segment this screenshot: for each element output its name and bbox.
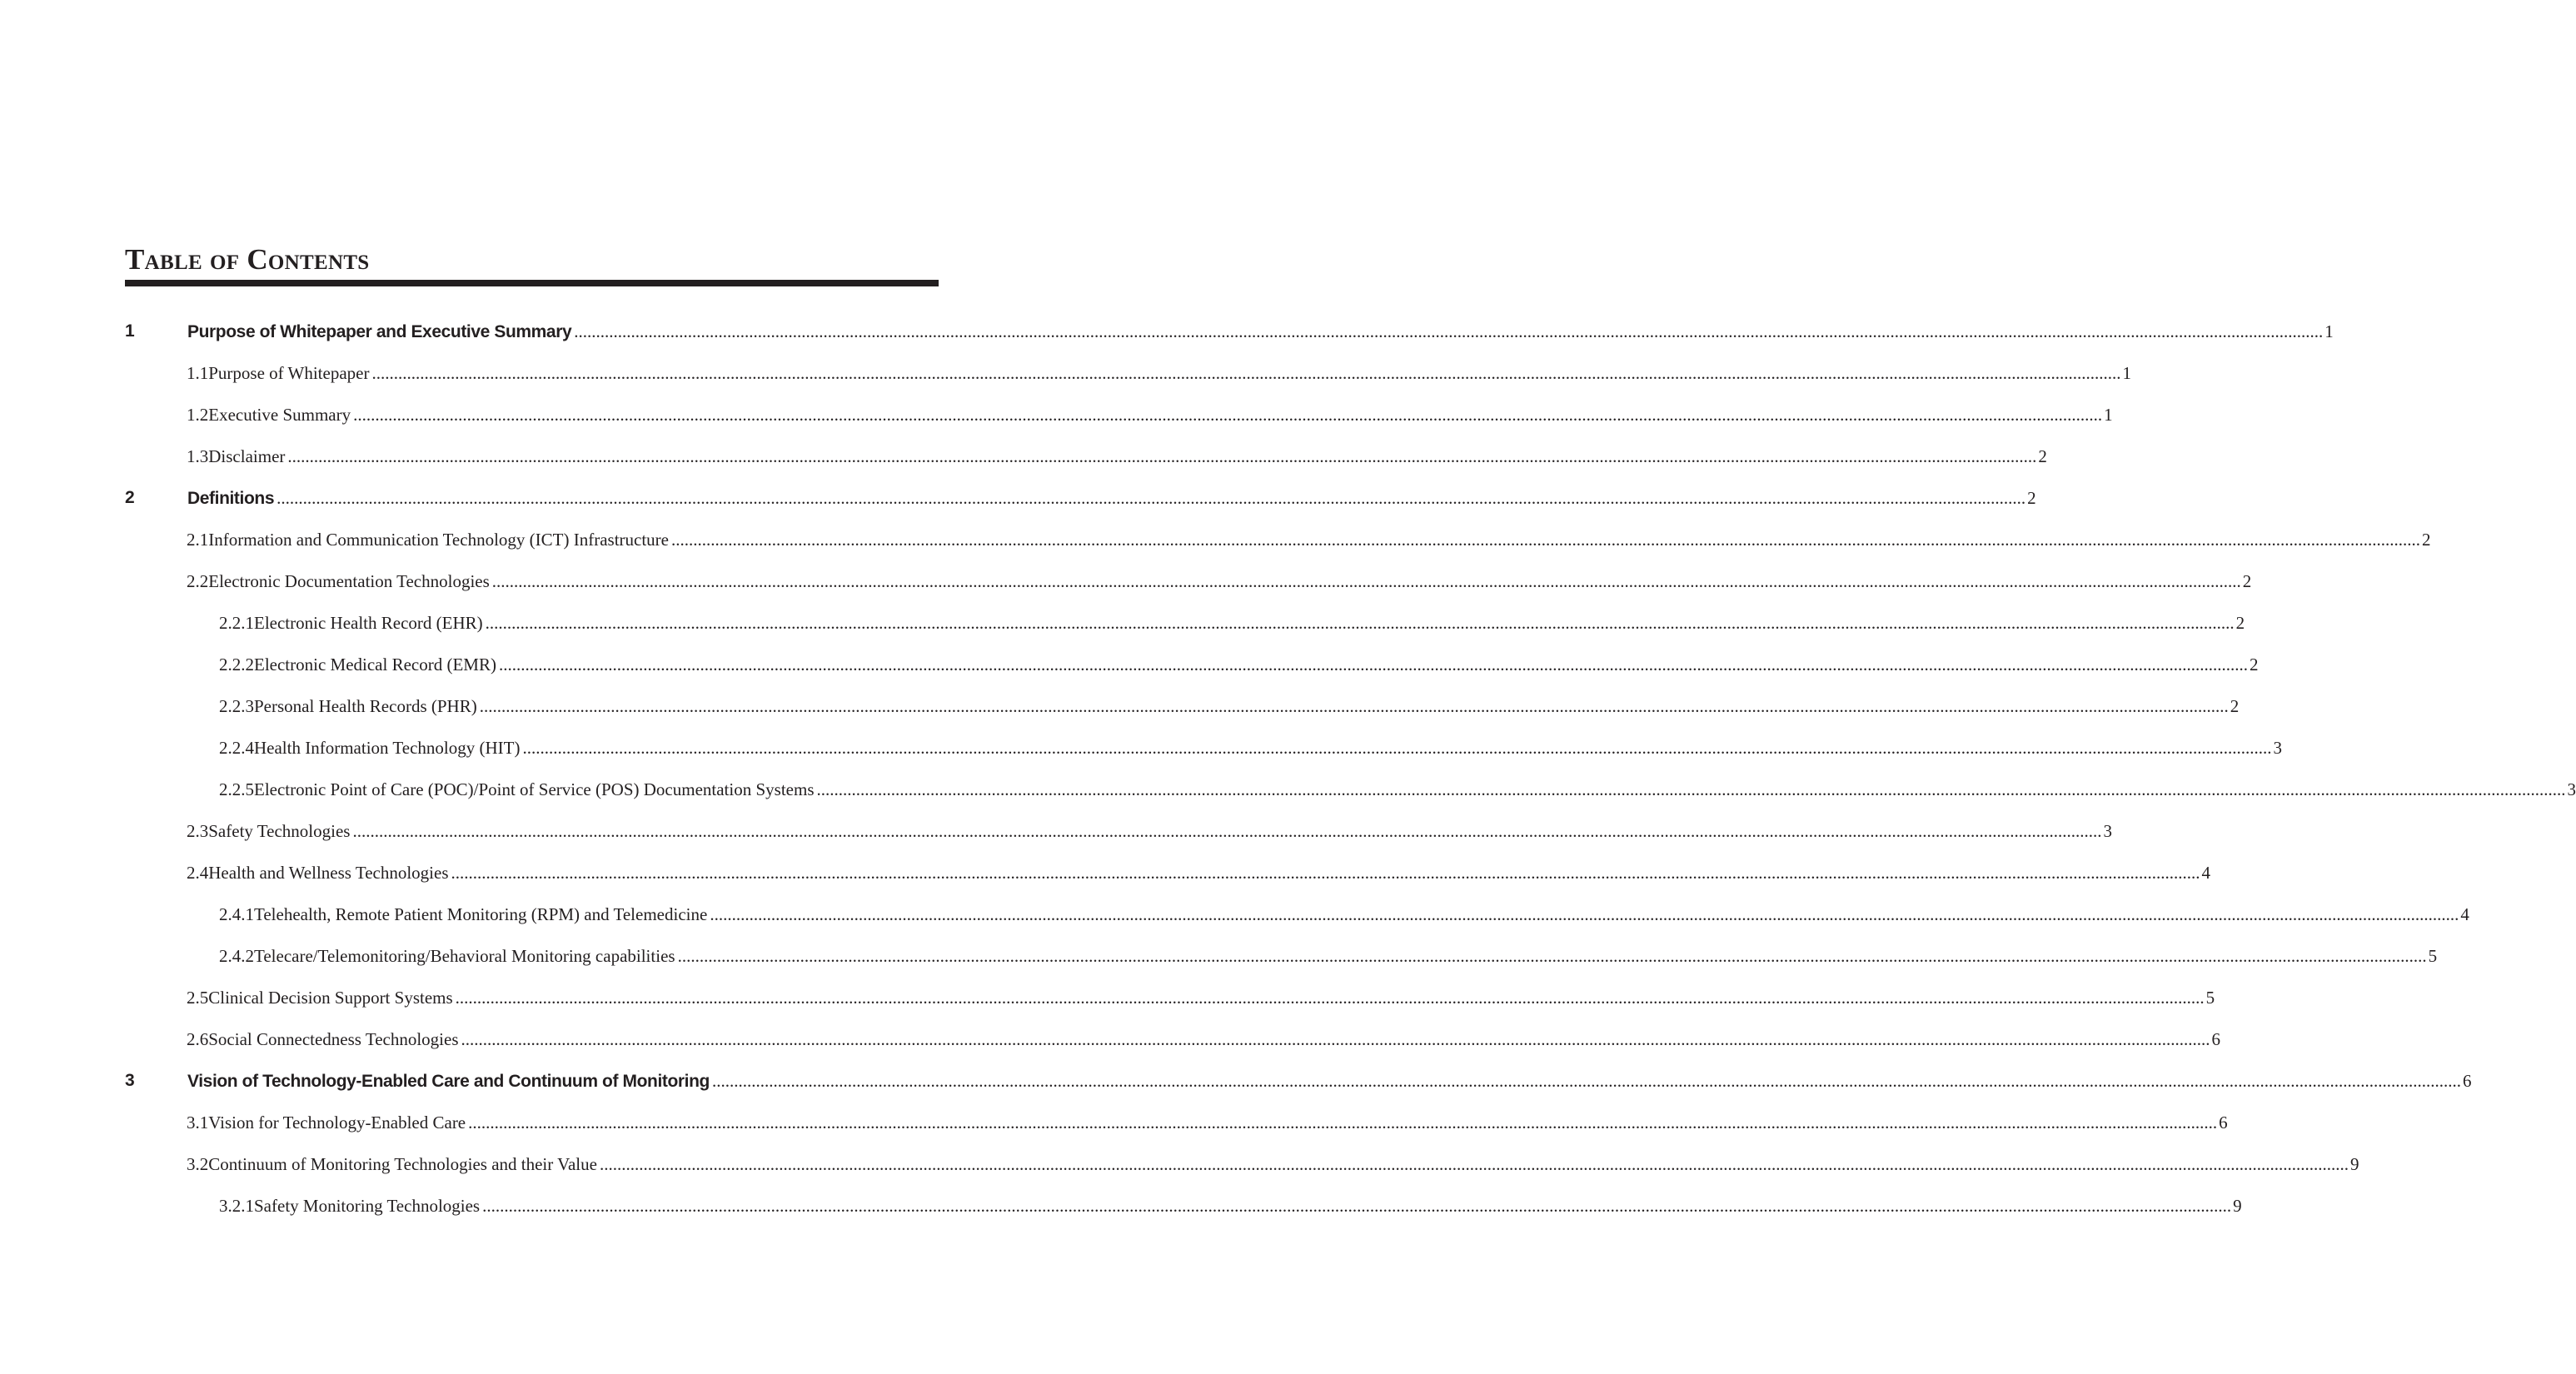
toc-entry-page-number: 6 [2211, 1029, 2220, 1049]
dot-leader: ................................................................................................................................................................................................................................................................................................................................................................................................................ [353, 405, 2103, 425]
page-title: Table of Contents [125, 243, 370, 276]
toc-entry-label: Executive Summary [208, 405, 351, 425]
dot-leader: ................................................................................................................................................................................................................................................................................................................................................................................................................ [482, 1196, 2232, 1216]
toc-entry-label: Definitions [187, 489, 275, 508]
dot-leader: ................................................................................................................................................................................................................................................................................................................................................................................................................ [574, 321, 2324, 341]
toc-entry-number: 2.2.4 [219, 738, 254, 758]
dot-leader: ................................................................................................................................................................................................................................................................................................................................................................................................................ [491, 571, 2241, 591]
toc-entry-label: Electronic Medical Record (EMR) [254, 655, 496, 675]
toc-entry-label: Continuum of Monitoring Technologies and their Value [208, 1154, 597, 1174]
toc-entry[interactable] [125, 571, 2252, 613]
dot-leader: ................................................................................................................................................................................................................................................................................................................................................................................................................ [479, 696, 2229, 716]
table-of-contents [125, 321, 2576, 1237]
toc-entry-label: Vision of Technology-Enabled Care and Continuum of Monitoring [187, 1072, 710, 1091]
toc-entry[interactable] [125, 821, 2112, 863]
toc-entry-page-number: 3 [2567, 779, 2576, 799]
dot-leader: ................................................................................................................................................................................................................................................................................................................................................................................................................ [451, 863, 2200, 883]
toc-entry-number: 2.2.5 [219, 779, 254, 799]
toc-entry[interactable] [125, 530, 2431, 571]
toc-entry-number: 3.2.1 [219, 1196, 254, 1216]
toc-entry[interactable] [125, 655, 2259, 696]
toc-entry-page-number: 2 [2038, 446, 2047, 466]
toc-entry[interactable] [125, 863, 2210, 904]
toc-entry[interactable] [125, 779, 2576, 821]
toc-entry-page-number: 9 [2233, 1196, 2242, 1216]
toc-entry-page-number: 3 [2103, 821, 2112, 841]
toc-entry-page-number: 6 [2219, 1113, 2228, 1133]
toc-entry-page-number: 4 [2201, 863, 2210, 883]
dot-leader: ................................................................................................................................................................................................................................................................................................................................................................................................................ [461, 1029, 2210, 1049]
toc-entry-number: 2.2.3 [219, 696, 254, 716]
toc-entry[interactable] [125, 446, 2047, 488]
toc-entry-label: Vision for Technology-Enabled Care [208, 1113, 466, 1133]
toc-entry-number: 2.4 [187, 863, 209, 883]
toc-entry-number: 2.1 [187, 530, 209, 550]
toc-entry-label: Health and Wellness Technologies [208, 863, 449, 883]
toc-entry[interactable] [125, 363, 2131, 405]
toc-entry-label: Health Information Technology (HIT) [254, 738, 521, 758]
toc-entry-number: 2.2.1 [219, 613, 254, 633]
toc-entry-number: 3.2 [187, 1154, 209, 1174]
toc-entry-number: 2.2 [187, 571, 209, 591]
toc-entry-number: 1.3 [187, 446, 209, 466]
toc-entry-page-number: 1 [2122, 363, 2131, 383]
toc-entry-number: 1.1 [187, 363, 209, 383]
toc-entry[interactable] [125, 946, 2438, 988]
toc-entry[interactable] [125, 405, 2113, 446]
toc-entry-label: Social Connectedness Technologies [208, 1029, 459, 1049]
dot-leader: ................................................................................................................................................................................................................................................................................................................................................................................................................ [599, 1154, 2349, 1174]
toc-entry-label: Clinical Decision Support Systems [208, 988, 453, 1008]
toc-entry-number: 2.2.2 [219, 655, 254, 675]
toc-entry[interactable] [125, 613, 2245, 655]
toc-entry[interactable] [125, 1029, 2220, 1071]
dot-leader: ................................................................................................................................................................................................................................................................................................................................................................................................................ [671, 530, 2420, 550]
toc-entry[interactable] [125, 738, 2282, 779]
toc-entry-page-number: 5 [2205, 988, 2215, 1008]
toc-entry-page-number: 1 [2104, 405, 2113, 425]
dot-leader: ................................................................................................................................................................................................................................................................................................................................................................................................................ [352, 821, 2102, 841]
toc-entry-label: Purpose of Whitepaper [208, 363, 370, 383]
dot-leader: ................................................................................................................................................................................................................................................................................................................................................................................................................ [711, 1071, 2461, 1091]
toc-entry-number: 3.1 [187, 1113, 209, 1133]
toc-entry-number: 2.4.2 [219, 946, 254, 966]
toc-entry-label: Telehealth, Remote Patient Monitoring (RPM) and Telemedicine [254, 904, 708, 924]
toc-entry-number: 1.2 [187, 405, 209, 425]
toc-entry-label: Information and Communication Technology (ICT) Infrastructure [208, 530, 669, 550]
toc-entry-page-number: 2 [2235, 613, 2245, 633]
toc-entry-label: Electronic Documentation Technologies [208, 571, 490, 591]
dot-leader: ................................................................................................................................................................................................................................................................................................................................................................................................................ [277, 488, 2026, 508]
toc-entry[interactable] [125, 1154, 2359, 1196]
toc-entry[interactable] [125, 321, 2334, 363]
toc-entry-page-number: 3 [2273, 738, 2282, 758]
toc-entry-number: 3 [125, 1071, 135, 1090]
toc-entry[interactable] [125, 696, 2240, 738]
dot-leader: ................................................................................................................................................................................................................................................................................................................................................................................................................ [468, 1113, 2218, 1133]
toc-entry-number: 2.5 [187, 988, 209, 1008]
toc-entry[interactable] [125, 904, 2469, 946]
toc-entry-page-number: 1 [2324, 321, 2334, 341]
toc-entry-page-number: 2 [2422, 530, 2431, 550]
toc-entry[interactable] [125, 988, 2215, 1029]
dot-leader: ................................................................................................................................................................................................................................................................................................................................................................................................................ [498, 655, 2248, 675]
toc-entry-page-number: 6 [2462, 1071, 2472, 1091]
toc-entry-page-number: 2 [2027, 488, 2036, 508]
toc-entry-number: 2 [125, 488, 135, 507]
dot-leader: ................................................................................................................................................................................................................................................................................................................................................................................................................ [485, 613, 2235, 633]
toc-entry-page-number: 4 [2460, 904, 2469, 924]
toc-entry-label: Telecare/Telemonitoring/Behavioral Monitoring capabilities [254, 946, 675, 966]
toc-entry-number: 2.3 [187, 821, 209, 841]
dot-leader: ................................................................................................................................................................................................................................................................................................................................................................................................................ [455, 988, 2205, 1008]
dot-leader: ................................................................................................................................................................................................................................................................................................................................................................................................................ [710, 904, 2459, 924]
toc-entry-label: Electronic Point of Care (POC)/Point of Service (POS) Documentation Systems [254, 779, 815, 799]
toc-entry-page-number: 5 [2428, 946, 2438, 966]
dot-leader: ................................................................................................................................................................................................................................................................................................................................................................................................................ [522, 738, 2272, 758]
title-rule [125, 280, 939, 286]
toc-entry-label: Personal Health Records (PHR) [254, 696, 477, 716]
toc-entry-page-number: 2 [2230, 696, 2240, 716]
toc-entry[interactable] [125, 488, 2036, 530]
toc-entry-label: Safety Monitoring Technologies [254, 1196, 481, 1216]
dot-leader: ................................................................................................................................................................................................................................................................................................................................................................................................................ [287, 446, 2037, 466]
toc-entry-number: 2.6 [187, 1029, 209, 1049]
toc-entry[interactable] [125, 1071, 2472, 1113]
toc-entry-label: Purpose of Whitepaper and Executive Summary [187, 322, 572, 341]
toc-entry[interactable] [125, 1113, 2228, 1154]
toc-entry-label: Electronic Health Record (EHR) [254, 613, 483, 633]
dot-leader: ................................................................................................................................................................................................................................................................................................................................................................................................................ [371, 363, 2121, 383]
toc-entry-label: Safety Technologies [208, 821, 351, 841]
toc-entry-number: 2.4.1 [219, 904, 254, 924]
toc-entry-page-number: 2 [2242, 571, 2252, 591]
dot-leader: ................................................................................................................................................................................................................................................................................................................................................................................................................ [677, 946, 2427, 966]
toc-entry-number: 1 [125, 321, 135, 341]
toc-entry-page-number: 9 [2349, 1154, 2359, 1174]
toc-entry-label: Disclaimer [208, 446, 286, 466]
toc-entry-page-number: 2 [2249, 655, 2259, 675]
toc-entry[interactable] [125, 1196, 2242, 1237]
dot-leader: ................................................................................................................................................................................................................................................................................................................................................................................................................ [816, 779, 2566, 799]
